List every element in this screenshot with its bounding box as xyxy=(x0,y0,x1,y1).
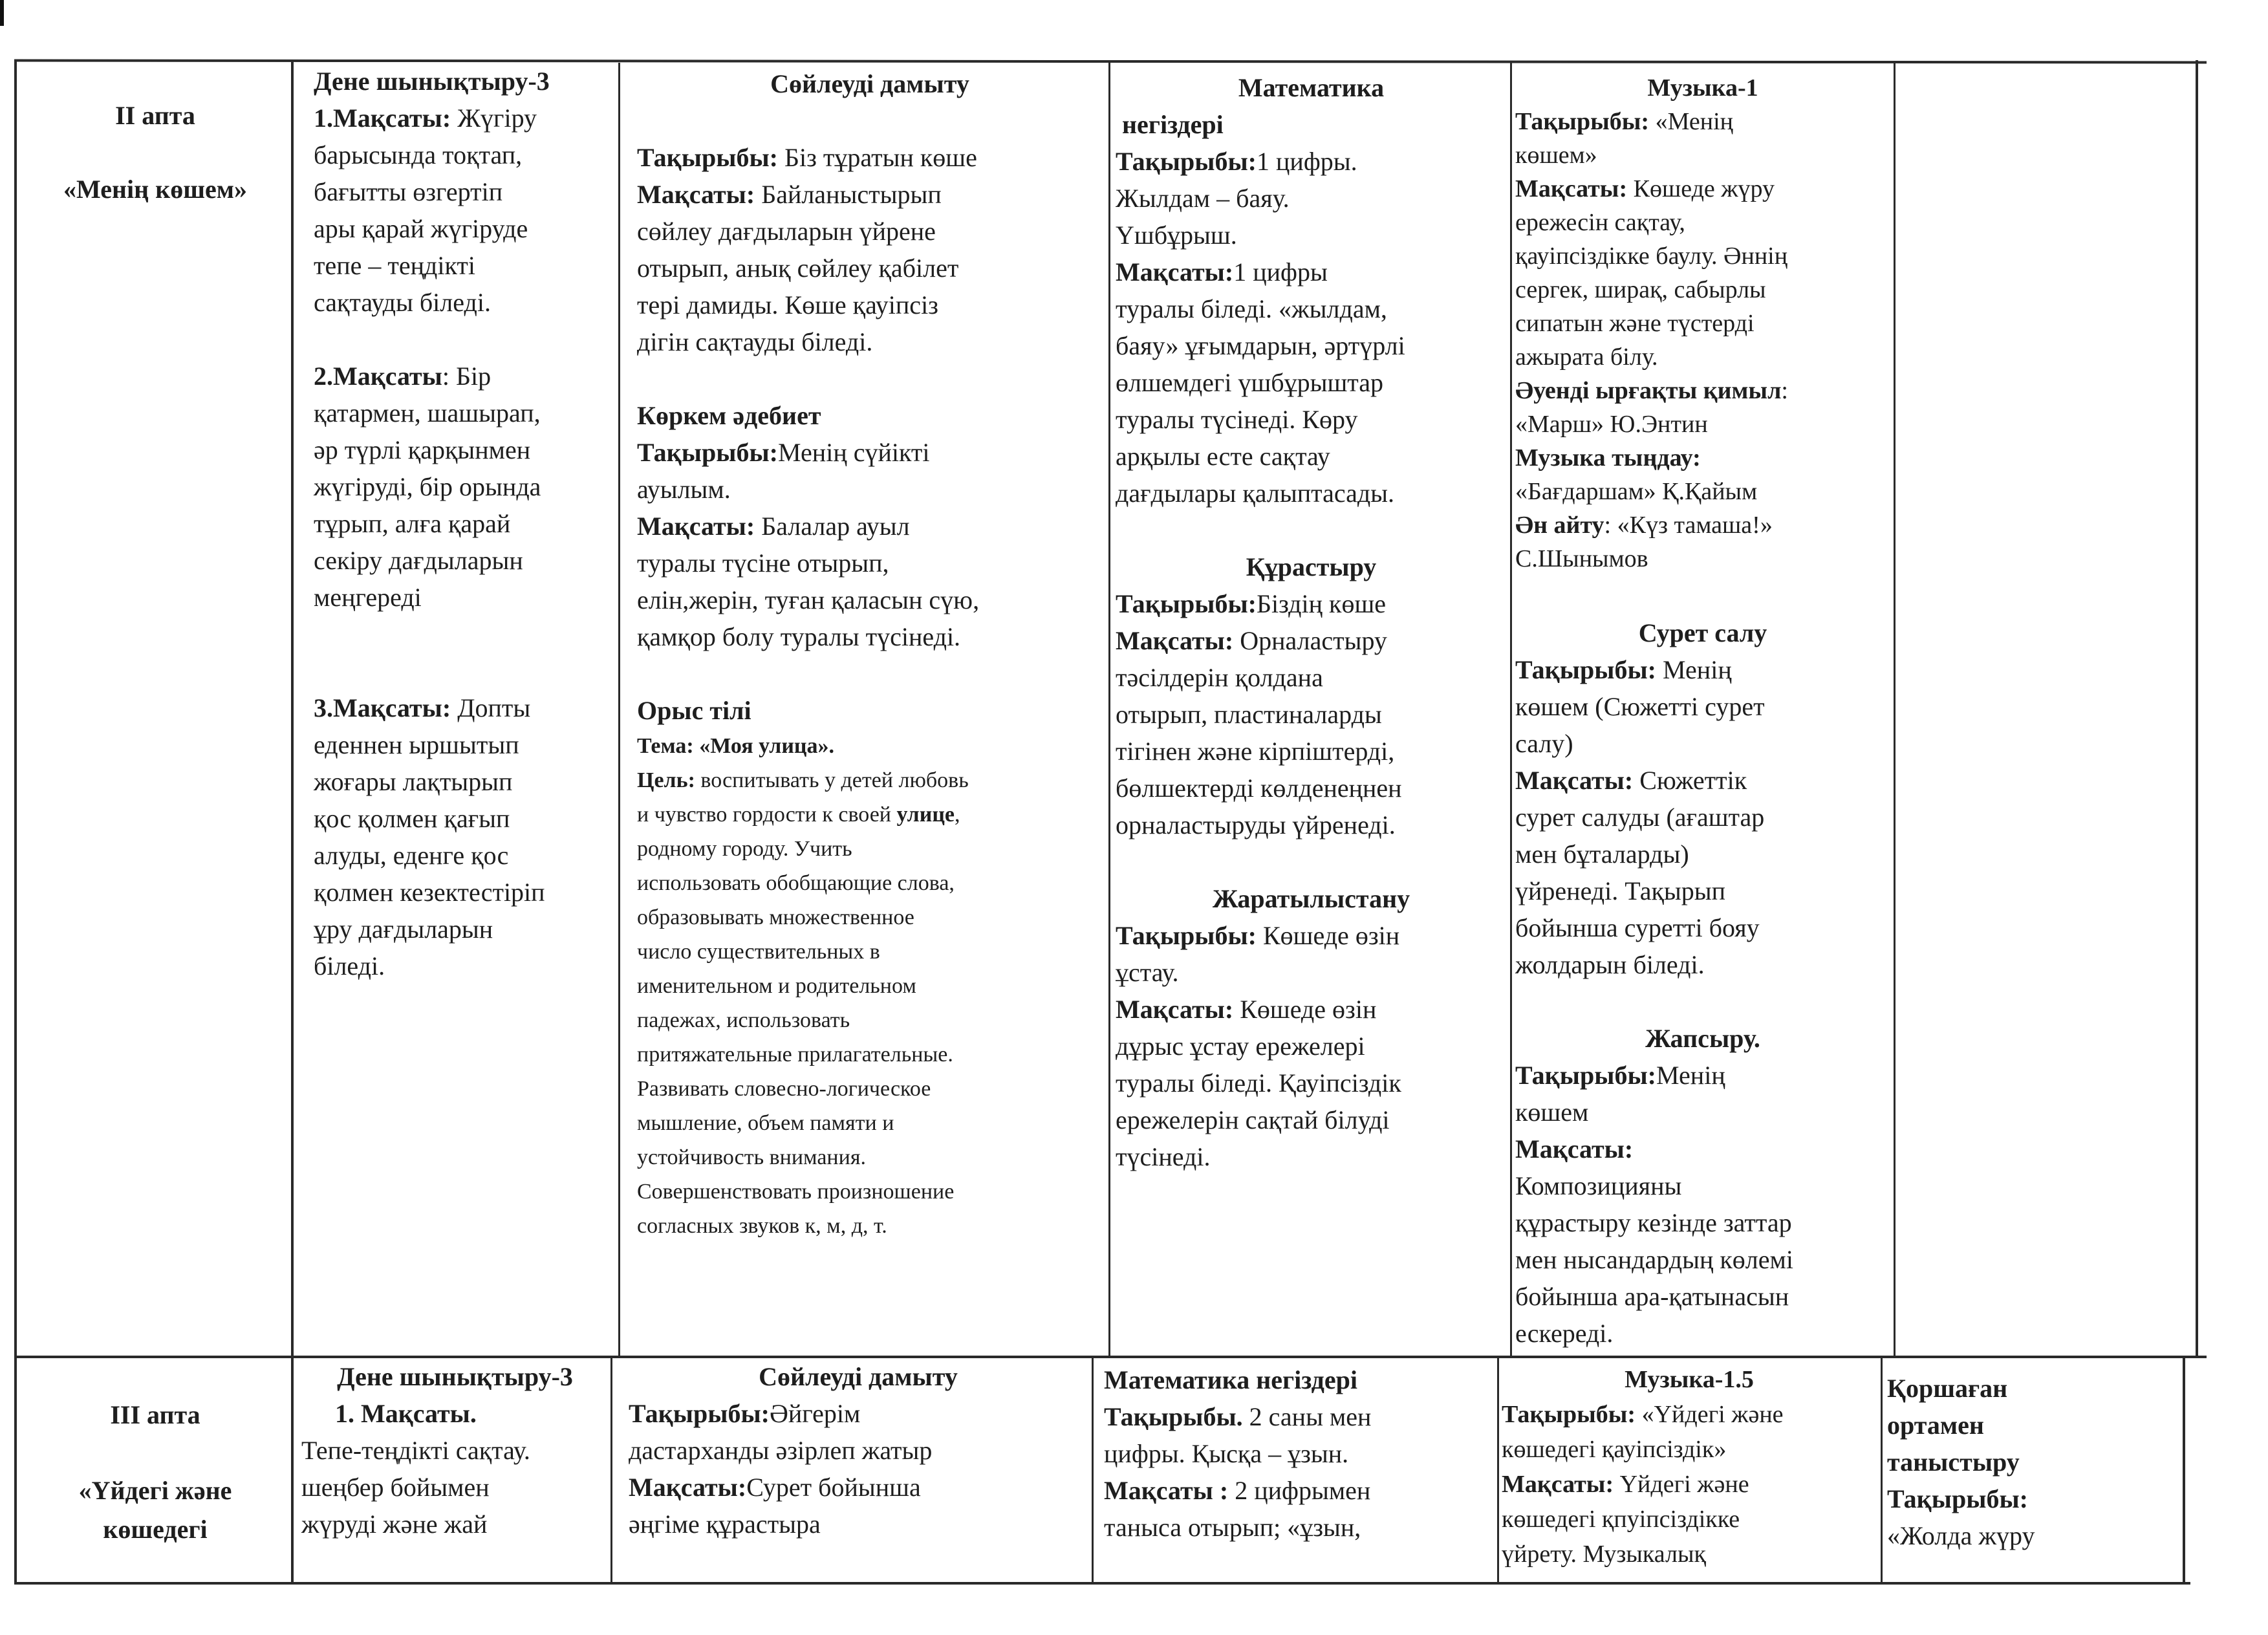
column-divider-2b xyxy=(610,1357,612,1583)
column-divider-3 xyxy=(1108,63,1110,1356)
drawing-line: мен бұталарды) xyxy=(1515,839,1689,869)
pe-goal-2-line: меңгереді xyxy=(314,583,422,612)
table-border-right xyxy=(2196,60,2198,1357)
math-line: 2 цифрымен xyxy=(1228,1476,1371,1505)
nature-line: дұрыс ұстау ережелері xyxy=(1116,1032,1365,1061)
speech-line: тері дамиды. Көше қауіпсіз xyxy=(637,290,938,319)
pe-goal-3-line: Допты xyxy=(457,693,531,722)
pe-goal-1-line: барысында тоқтап, xyxy=(314,140,523,169)
math-title: Математика негіздері xyxy=(1104,1365,1357,1394)
literature-line: қамқор болу туралы түсінеді. xyxy=(637,622,961,651)
literature-line: елін,жерін, туған қаласын сүю, xyxy=(637,585,980,614)
pe-goal-2-line: жүгіруді, бір орында xyxy=(314,472,541,501)
drawing-line: салу) xyxy=(1515,729,1573,758)
russian-line: воспитывать у детей любовь xyxy=(700,768,969,792)
environment-title: таныстыру xyxy=(1887,1447,2020,1477)
scan-edge-mark xyxy=(0,0,4,26)
russian-line: согласных звуков к, м, д, т. xyxy=(637,1214,887,1238)
applique-line: Композицияны xyxy=(1515,1171,1682,1200)
music-line: сергек, ширақ, сабырлы xyxy=(1515,276,1766,303)
nature-line: туралы біледі. Қауіпсіздік xyxy=(1116,1068,1401,1098)
music-line: «Үйдегі және xyxy=(1636,1401,1784,1428)
speech-line: әңгіме құрастыра xyxy=(629,1510,821,1539)
construction-line: Біздің көше xyxy=(1257,589,1387,618)
column-divider-5b xyxy=(1881,1357,1883,1583)
nature-line: ұстау. xyxy=(1116,958,1179,987)
goal-label: Мақсаты: xyxy=(629,1473,747,1502)
russian-line: число существительных в xyxy=(637,940,880,964)
week-theme: «Менің көшем» xyxy=(63,175,247,204)
pe-goal-1-line: сақтауды біледі. xyxy=(314,288,491,317)
russian-line: образовывать множественное xyxy=(637,905,914,929)
music-line: «Бағдаршам» Қ.Қайым xyxy=(1515,478,1758,505)
nature-line: Көшеде өзін xyxy=(1263,921,1400,950)
pe-goal-3-line: қолмен кезектестіріп xyxy=(314,878,545,907)
week-theme: «Үйдегі және xyxy=(78,1476,232,1505)
music-line: «Марш» Ю.Энтин xyxy=(1515,411,1708,438)
pe-goal-2-line: тұрып, алға қарай xyxy=(314,509,511,538)
goal-label: Мақсаты: xyxy=(637,180,755,209)
topic-label: Тақырыбы: xyxy=(637,143,778,172)
music-line: көшедегі қпуіпсіздікке xyxy=(1502,1506,1740,1533)
construction-title: Құрастыру xyxy=(1246,552,1377,581)
speech-line: Сурет бойынша xyxy=(746,1473,921,1502)
pe-goal-1-line: Жүгіру xyxy=(457,103,537,133)
column-divider-4 xyxy=(1510,63,1512,1356)
nature-line: ережелерін сақтай білуді xyxy=(1116,1105,1390,1134)
math-line: 1 цифры. xyxy=(1257,147,1357,176)
construction-line: Орналастыру xyxy=(1240,626,1387,655)
column-divider-1 xyxy=(291,60,294,1583)
pe-goal-2-line: Бір xyxy=(456,362,491,391)
topic-label: Тақырыбы: xyxy=(629,1399,770,1428)
topic-label: Тақырыбы: xyxy=(1515,655,1656,684)
pe-goal-1-line: ары қарай жүгіруде xyxy=(314,214,528,243)
russian-line: именительном и родительном xyxy=(637,974,916,998)
applique-line: ескереді. xyxy=(1515,1319,1614,1348)
topic-label: Тақырыбы: xyxy=(1116,147,1257,176)
math-line: өлшемдегі үшбұрыштар xyxy=(1116,368,1384,397)
column-divider-2 xyxy=(618,63,620,1356)
drawing-line: бойынша суретті бояу xyxy=(1515,913,1760,942)
construction-line: тігінен және кірпіштерді, xyxy=(1116,737,1395,766)
pe-cell xyxy=(314,63,611,984)
pe-goal-1-line: тепе – теңдікті xyxy=(314,251,475,280)
speech-line: Әйгерім xyxy=(770,1399,861,1428)
week-label-cell xyxy=(19,97,291,208)
nature-line: түсінеді. xyxy=(1116,1142,1211,1171)
week-label: II апта xyxy=(115,101,195,130)
goal-label: Мақсаты: xyxy=(1515,175,1628,202)
goal-2-colon: : xyxy=(442,362,450,391)
speech-line: Байланыстырып xyxy=(761,180,942,209)
russian-line: падежах, использовать xyxy=(637,1008,850,1032)
pe-line: Тепе-теңдікті сақтау. xyxy=(301,1436,530,1465)
math-line: цифры. Қысқа – ұзын. xyxy=(1104,1439,1349,1468)
math-line: туралы түсінеді. Көру xyxy=(1116,405,1358,434)
nature-line: Көшеде өзін xyxy=(1240,995,1377,1024)
pe-line: жүруді және жай xyxy=(301,1510,488,1539)
music-line: Көшеде жүру xyxy=(1633,175,1775,202)
goal-1-label: 1.Мақсаты: xyxy=(314,103,451,133)
speech-line: Біз тұратын көше xyxy=(784,143,977,172)
construction-line: бөлшектерді көлденеңнен xyxy=(1116,774,1402,803)
column-divider-5 xyxy=(1894,63,1895,1356)
environment-cell xyxy=(1887,1370,2178,1554)
literature-line: Балалар ауыл xyxy=(761,512,910,541)
sing-label: Ән айту xyxy=(1515,512,1604,539)
listen-label: Музыка тыңдау: xyxy=(1515,444,1701,471)
table-border-left xyxy=(14,60,17,1583)
goal-2-label: 2.Мақсаты xyxy=(314,362,442,391)
math-line: Жылдам – баяу. xyxy=(1116,184,1290,213)
column-divider-3b xyxy=(1092,1357,1094,1583)
literature-line: ауылым. xyxy=(637,475,731,504)
russian-comma: , xyxy=(955,803,960,827)
goal-label: Мақсаты: xyxy=(1116,626,1234,655)
russian-title: Орыс тілі xyxy=(637,696,751,725)
pe-goal-2-line: әр түрлі қарқынмен xyxy=(314,435,531,464)
applique-line: мен нысандардың көлемі xyxy=(1515,1245,1793,1274)
drawing-line: үйренеді. Тақырып xyxy=(1515,876,1726,905)
drawing-line: Сюжеттік xyxy=(1639,766,1747,795)
drawing-title: Сурет салу xyxy=(1638,618,1767,647)
math-line: 2 саны мен xyxy=(1242,1402,1372,1431)
speech-line: дастарханды әзірлеп жатыр xyxy=(629,1436,933,1465)
environment-title: Қоршаған xyxy=(1887,1374,2008,1403)
drawing-line: сурет салуды (ағаштар xyxy=(1515,803,1765,832)
music-line: көшем» xyxy=(1515,142,1597,169)
construction-line: орналастыруды үйренеді. xyxy=(1116,810,1396,839)
russian-line: и чувство гордости к своей xyxy=(637,803,891,827)
music-line: «Күз тамаша!» xyxy=(1617,512,1773,539)
music-cell xyxy=(1502,1362,1877,1572)
music-line: қауіпсіздікке баулу. Әннің xyxy=(1515,243,1788,270)
russian-goal-label: Цель: xyxy=(637,768,695,792)
music-cell xyxy=(1515,71,1890,1352)
week-label-cell xyxy=(19,1396,291,1549)
goal-3-label: 3.Мақсаты: xyxy=(314,693,451,722)
math-title-2: негіздері xyxy=(1122,110,1224,139)
goal-label: Мақсаты: xyxy=(1502,1471,1614,1498)
music-title: Музыка-1.5 xyxy=(1625,1366,1754,1393)
music-line: «Менің xyxy=(1655,108,1733,135)
table-border-bottom xyxy=(14,1582,2190,1585)
pe-goal-3-line: біледі. xyxy=(314,951,385,980)
music-line: Үйдегі және xyxy=(1614,1471,1749,1498)
russian-line: использовать обобщающие слова, xyxy=(637,871,955,895)
math-line: дағдылары қалыптасады. xyxy=(1116,479,1395,508)
pe-goal-3-line: ұру дағдыларын xyxy=(314,915,493,944)
music-line: сипатын және түстерді xyxy=(1515,310,1755,337)
pe-goal-3-line: жоғары лақтырып xyxy=(314,767,513,796)
nature-title: Жаратылыстану xyxy=(1212,884,1410,913)
applique-title: Жапсыру. xyxy=(1645,1024,1760,1053)
pe-goal-1-line: бағытты өзгертіп xyxy=(314,177,503,206)
week-label: III апта xyxy=(110,1400,200,1429)
pe-goal-2-line: қатармен, шашырап, xyxy=(314,398,541,428)
goal-label: Мақсаты: xyxy=(1116,257,1234,287)
pe-goal-3-line: еденнен ыршытып xyxy=(314,730,519,759)
pe-goal-3-line: қос қолмен қағып xyxy=(314,804,510,833)
pe-cell xyxy=(301,1358,609,1543)
goal-label: Мақсаты: xyxy=(1116,995,1234,1024)
applique-line: бойынша ара-қатынасын xyxy=(1515,1282,1789,1311)
pe-title: Дене шынықтыру-3 xyxy=(337,1362,573,1391)
pe-title: Дене шынықтыру-3 xyxy=(314,67,550,96)
math-line: таныса отырып; «ұзын, xyxy=(1104,1513,1361,1542)
topic-label: Тақырыбы: xyxy=(1116,921,1257,950)
pe-line: шеңбер бойымен xyxy=(301,1473,490,1502)
math-line: 1 цифры xyxy=(1233,257,1328,287)
russian-line: родному городу. Учить xyxy=(637,837,852,861)
russian-line: мышление, объем памяти и xyxy=(637,1111,894,1135)
construction-line: тәсілдерін қолдана xyxy=(1116,663,1323,692)
math-cell xyxy=(1116,69,1507,1175)
pe-goal-3-line: алуды, еденге қос xyxy=(314,841,509,870)
dance-colon: : xyxy=(1781,377,1788,404)
speech-cell xyxy=(637,65,1103,1243)
dance-label: Әуенді ырғақты қимыл xyxy=(1515,377,1782,404)
topic-label: Тақырыбы: xyxy=(1515,1061,1656,1090)
music-line: үйрету. Музыкалық xyxy=(1502,1541,1706,1568)
speech-line: отырып, анық сөйлеу қабілет xyxy=(637,254,959,283)
literature-line: туралы түсіне отырып, xyxy=(637,548,889,578)
russian-line: притяжательные прилагательные. xyxy=(637,1043,953,1067)
russian-theme: Тема: «Моя улица». xyxy=(637,734,835,758)
russian-line: Развивать словесно-логическое xyxy=(637,1077,931,1101)
russian-line: Совершенствовать произношение xyxy=(637,1180,955,1204)
math-title: Математика xyxy=(1238,73,1385,102)
russian-line: устойчивость внимания. xyxy=(637,1145,866,1169)
column-divider-4b xyxy=(1497,1357,1499,1583)
topic-label: Тақырыбы: xyxy=(1502,1401,1636,1428)
music-line: ажырата білу. xyxy=(1515,343,1658,371)
goal-label: Мақсаты: xyxy=(1515,1134,1634,1164)
speech-cell xyxy=(629,1358,1088,1543)
math-line: баяу» ұғымдарын, әртүрлі xyxy=(1116,331,1405,360)
topic-label: Тақырыбы: xyxy=(1116,589,1257,618)
pe-goal-label: 1. Мақсаты. xyxy=(335,1399,477,1428)
topic-label: Тақырыбы: xyxy=(637,438,778,467)
russian-block xyxy=(637,729,1103,1243)
math-line: арқылы есте сақтау xyxy=(1116,442,1330,471)
goal-label: Мақсаты: xyxy=(637,512,755,541)
applique-line: құрастыру кезінде заттар xyxy=(1515,1208,1792,1237)
music-title: Музыка-1 xyxy=(1647,74,1758,102)
math-line: Үшбұрыш. xyxy=(1116,221,1237,250)
music-line: С.Шынымов xyxy=(1515,545,1648,572)
literature-title: Көркем әдебиет xyxy=(637,401,821,430)
russian-street-word: улице xyxy=(896,803,955,827)
sing-colon: : xyxy=(1604,512,1612,539)
goal-label: Мақсаты: xyxy=(1515,766,1634,795)
speech-title: Сөйлеуді дамыту xyxy=(770,69,969,98)
drawing-line: Менің xyxy=(1663,655,1732,684)
math-cell xyxy=(1104,1361,1495,1546)
speech-title: Сөйлеуді дамыту xyxy=(759,1362,958,1391)
literature-line: Менің сүйікті xyxy=(778,438,930,467)
speech-line: дігін сақтауды біледі. xyxy=(637,327,873,356)
drawing-line: көшем (Сюжетті сурет xyxy=(1515,692,1765,721)
pe-goal-2-line: секіру дағдыларын xyxy=(314,546,523,575)
environment-line: «Жолда жүру xyxy=(1887,1521,2035,1550)
environment-title: ортамен xyxy=(1887,1411,1984,1440)
music-line: көшедегі қауіпсіздік» xyxy=(1502,1436,1727,1463)
construction-line: отырып, пластиналарды xyxy=(1116,700,1382,729)
math-line: туралы біледі. «жылдам, xyxy=(1116,294,1387,323)
math-topic-label: Тақырыбы. xyxy=(1104,1402,1243,1431)
applique-line: Менің xyxy=(1656,1061,1725,1090)
table-border-right-b xyxy=(2183,1357,2185,1583)
math-goal-label: Мақсаты : xyxy=(1104,1476,1229,1505)
topic-label: Тақырыбы: xyxy=(1515,108,1650,135)
music-line: ережесін сақтау, xyxy=(1515,209,1685,236)
applique-line: көшем xyxy=(1515,1098,1589,1127)
environment-topic-label: Тақырыбы: xyxy=(1887,1484,2028,1513)
week-theme: көшедегі xyxy=(103,1515,208,1544)
speech-line: сөйлеу дағдыларын үйрене xyxy=(637,217,936,246)
drawing-line: жолдарын біледі. xyxy=(1515,950,1705,979)
